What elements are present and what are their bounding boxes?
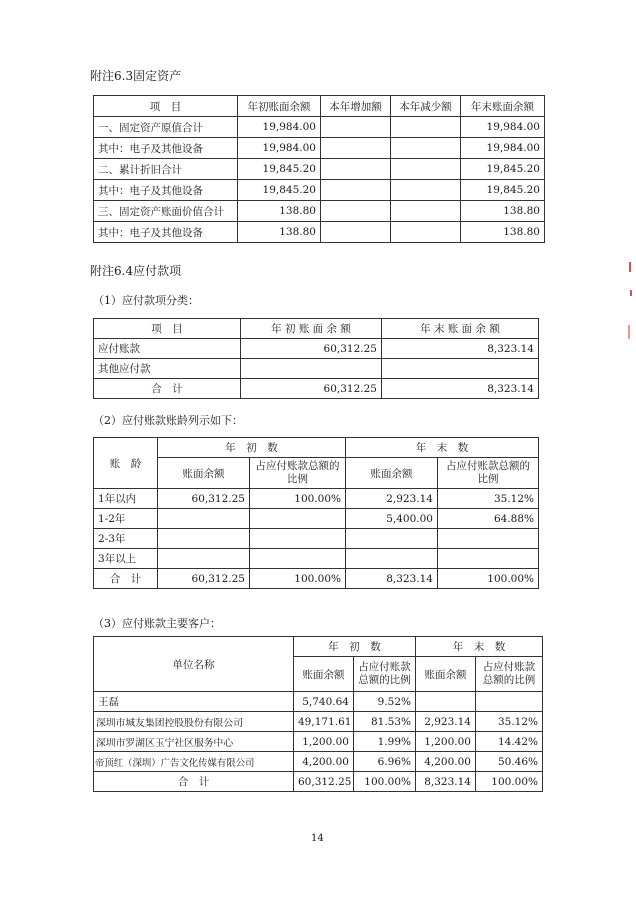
table-row — [94, 180, 545, 201]
table-row — [94, 489, 539, 509]
cell-end-ratio — [438, 549, 539, 569]
col-group-end: 年 末 数 — [346, 438, 539, 458]
row-label: 深圳市罗湖区玉宁社区服务中心 — [94, 732, 294, 752]
col-header-decrease: 本年减少额 — [391, 96, 461, 117]
page-number: 14 — [311, 833, 324, 844]
col-header-aging: 账 龄 — [94, 438, 158, 489]
row-label: 其他应付款 — [94, 359, 241, 379]
subsection-title-major-clients: （3）应付账款主要客户： — [93, 617, 221, 630]
cell-end: 19,845.20 — [461, 180, 545, 201]
col-header-begin-ratio: 占应付账款总额的比例 — [250, 458, 346, 489]
cell-increase — [321, 138, 391, 159]
table-header-row — [94, 637, 543, 657]
cell-increase — [321, 180, 391, 201]
row-label: 其中：电子及其他设备 — [94, 138, 238, 159]
total-begin-balance: 60,312.25 — [294, 772, 354, 792]
cell-begin: 19,845.20 — [238, 159, 321, 180]
total-row — [94, 569, 539, 589]
cell-increase — [321, 222, 391, 243]
cell-begin: 60,312.25 — [241, 339, 382, 359]
total-row — [94, 379, 539, 399]
cell-decrease — [391, 138, 461, 159]
cell-begin: 19,984.00 — [238, 138, 321, 159]
scan-mark — [630, 290, 632, 296]
cell-end-balance: 2,923.14 — [416, 712, 476, 732]
col-header-unit-name: 单位名称 — [94, 637, 294, 692]
cell-end-balance — [346, 549, 438, 569]
total-end-ratio: 100.00% — [438, 569, 539, 589]
row-label: 三、固定资产账面价值合计 — [94, 201, 238, 222]
cell-end-ratio: 35.12% — [438, 489, 539, 509]
cell-increase — [321, 201, 391, 222]
cell-begin-balance — [158, 529, 250, 549]
col-header-end-ratio: 占应付账款总额的比例 — [476, 657, 543, 692]
total-end-balance: 8,323.14 — [416, 772, 476, 792]
cell-increase — [321, 117, 391, 138]
section-title-fixed-assets: 附注6.3固定资产 — [90, 69, 182, 83]
col-header-item: 项 目 — [94, 96, 238, 117]
cell-begin-balance: 5,740.64 — [294, 692, 354, 712]
cell-end-balance — [346, 529, 438, 549]
cell-begin-ratio — [250, 509, 346, 529]
payables-major-clients-table — [93, 636, 543, 792]
total-begin-ratio: 100.00% — [250, 569, 346, 589]
cell-begin-balance — [158, 509, 250, 529]
cell-begin-ratio — [250, 549, 346, 569]
cell-end-ratio — [476, 692, 543, 712]
row-label: 1-2年 — [94, 509, 158, 529]
cell-begin-ratio — [250, 529, 346, 549]
col-group-begin: 年 初 数 — [294, 637, 416, 657]
cell-decrease — [391, 117, 461, 138]
cell-begin-balance: 1,200.00 — [294, 732, 354, 752]
cell-decrease — [391, 222, 461, 243]
cell-begin-ratio: 9.52% — [354, 692, 416, 712]
col-header-begin-ratio: 占应付账款总额的比例 — [354, 657, 416, 692]
cell-end-balance — [416, 692, 476, 712]
cell-begin — [241, 359, 382, 379]
table-row — [94, 509, 539, 529]
cell-end: 19,984.00 — [461, 138, 545, 159]
total-end-ratio: 100.00% — [476, 772, 543, 792]
table-row — [94, 692, 543, 712]
cell-decrease — [391, 201, 461, 222]
cell-begin: 138.80 — [238, 222, 321, 243]
table-row — [94, 159, 545, 180]
cell-decrease — [391, 180, 461, 201]
cell-begin-balance: 60,312.25 — [158, 489, 250, 509]
col-header-end-balance: 账面余额 — [346, 458, 438, 489]
cell-end — [382, 359, 539, 379]
cell-end-balance: 4,200.00 — [416, 752, 476, 772]
subsection-title-aging: （2）应付账款账龄列示如下： — [93, 414, 243, 427]
scan-mark — [628, 325, 630, 339]
row-label: 王磊 — [94, 692, 294, 712]
table-row — [94, 339, 539, 359]
table-row — [94, 222, 545, 243]
table-row — [94, 359, 539, 379]
row-label: 其中：电子及其他设备 — [94, 180, 238, 201]
col-header-end-balance: 年 末 账 面 余 额 — [382, 319, 539, 339]
fixed-assets-table — [93, 95, 545, 243]
table-row — [94, 117, 545, 138]
cell-end: 138.80 — [461, 222, 545, 243]
total-begin: 60,312.25 — [241, 379, 382, 399]
subsection-title-classification: （1）应付款项分类： — [93, 294, 199, 307]
cell-begin-balance: 4,200.00 — [294, 752, 354, 772]
cell-end: 8,323.14 — [382, 339, 539, 359]
table-header-row — [94, 96, 545, 117]
col-header-begin-balance: 账面余额 — [294, 657, 354, 692]
row-label: 2-3年 — [94, 529, 158, 549]
cell-end-balance: 2,923.14 — [346, 489, 438, 509]
cell-begin-ratio: 100.00% — [250, 489, 346, 509]
cell-decrease — [391, 159, 461, 180]
table-row — [94, 138, 545, 159]
total-label: 合 计 — [94, 379, 241, 399]
cell-end: 19,984.00 — [461, 117, 545, 138]
payables-aging-table — [93, 437, 539, 589]
cell-begin-balance — [158, 549, 250, 569]
table-row — [94, 201, 545, 222]
col-header-end-ratio: 占应付账款总额的比例 — [438, 458, 539, 489]
cell-begin-ratio: 81.53% — [354, 712, 416, 732]
cell-begin: 19,845.20 — [238, 180, 321, 201]
col-group-begin: 年 初 数 — [158, 438, 346, 458]
table-row — [94, 529, 539, 549]
cell-begin-balance: 49,171.61 — [294, 712, 354, 732]
cell-end: 19,845.20 — [461, 159, 545, 180]
cell-end-ratio: 35.12% — [476, 712, 543, 732]
col-header-end-balance: 年末账面余额 — [461, 96, 545, 117]
cell-begin: 138.80 — [238, 201, 321, 222]
table-header-row — [94, 438, 539, 458]
row-label: 一、固定资产原值合计 — [94, 117, 238, 138]
row-label: 帝顶红（深圳）广告文化传媒有限公司 — [94, 752, 294, 772]
cell-end-ratio — [438, 529, 539, 549]
row-label: 应付账款 — [94, 339, 241, 359]
cell-end: 138.80 — [461, 201, 545, 222]
table-header-row — [94, 458, 539, 489]
total-row — [94, 772, 543, 792]
col-group-end: 年 末 数 — [416, 637, 543, 657]
total-label: 合 计 — [94, 772, 294, 792]
table-header-row — [94, 319, 539, 339]
row-label: 深圳市城友集团控股股份有限公司 — [94, 712, 294, 732]
payables-classification-table — [93, 318, 539, 399]
cell-end-balance: 1,200.00 — [416, 732, 476, 752]
col-header-increase: 本年增加额 — [321, 96, 391, 117]
cell-begin-ratio: 1.99% — [354, 732, 416, 752]
section-title-payables: 附注6.4应付款项 — [90, 264, 182, 278]
cell-end-ratio: 14.42% — [476, 732, 543, 752]
cell-increase — [321, 159, 391, 180]
col-header-end-balance: 账面余额 — [416, 657, 476, 692]
cell-end-ratio: 50.46% — [476, 752, 543, 772]
col-header-begin-balance: 账面余额 — [158, 458, 250, 489]
cell-begin-ratio: 6.96% — [354, 752, 416, 772]
total-end-balance: 8,323.14 — [346, 569, 438, 589]
cell-begin: 19,984.00 — [238, 117, 321, 138]
table-row — [94, 712, 543, 732]
scan-mark — [629, 262, 631, 272]
total-end: 8,323.14 — [382, 379, 539, 399]
col-header-begin-balance: 年 初 账 面 余 额 — [241, 319, 382, 339]
row-label: 其中：电子及其他设备 — [94, 222, 238, 243]
total-begin-balance: 60,312.25 — [158, 569, 250, 589]
cell-end-ratio: 64.88% — [438, 509, 539, 529]
total-begin-ratio: 100.00% — [354, 772, 416, 792]
row-label: 1年以内 — [94, 489, 158, 509]
total-label: 合 计 — [94, 569, 158, 589]
table-row — [94, 752, 543, 772]
cell-end-balance: 5,400.00 — [346, 509, 438, 529]
col-header-begin-balance: 年初账面余额 — [238, 96, 321, 117]
col-header-item: 项 目 — [94, 319, 241, 339]
table-row — [94, 549, 539, 569]
row-label: 二、累计折旧合计 — [94, 159, 238, 180]
row-label: 3年以上 — [94, 549, 158, 569]
table-row — [94, 732, 543, 752]
